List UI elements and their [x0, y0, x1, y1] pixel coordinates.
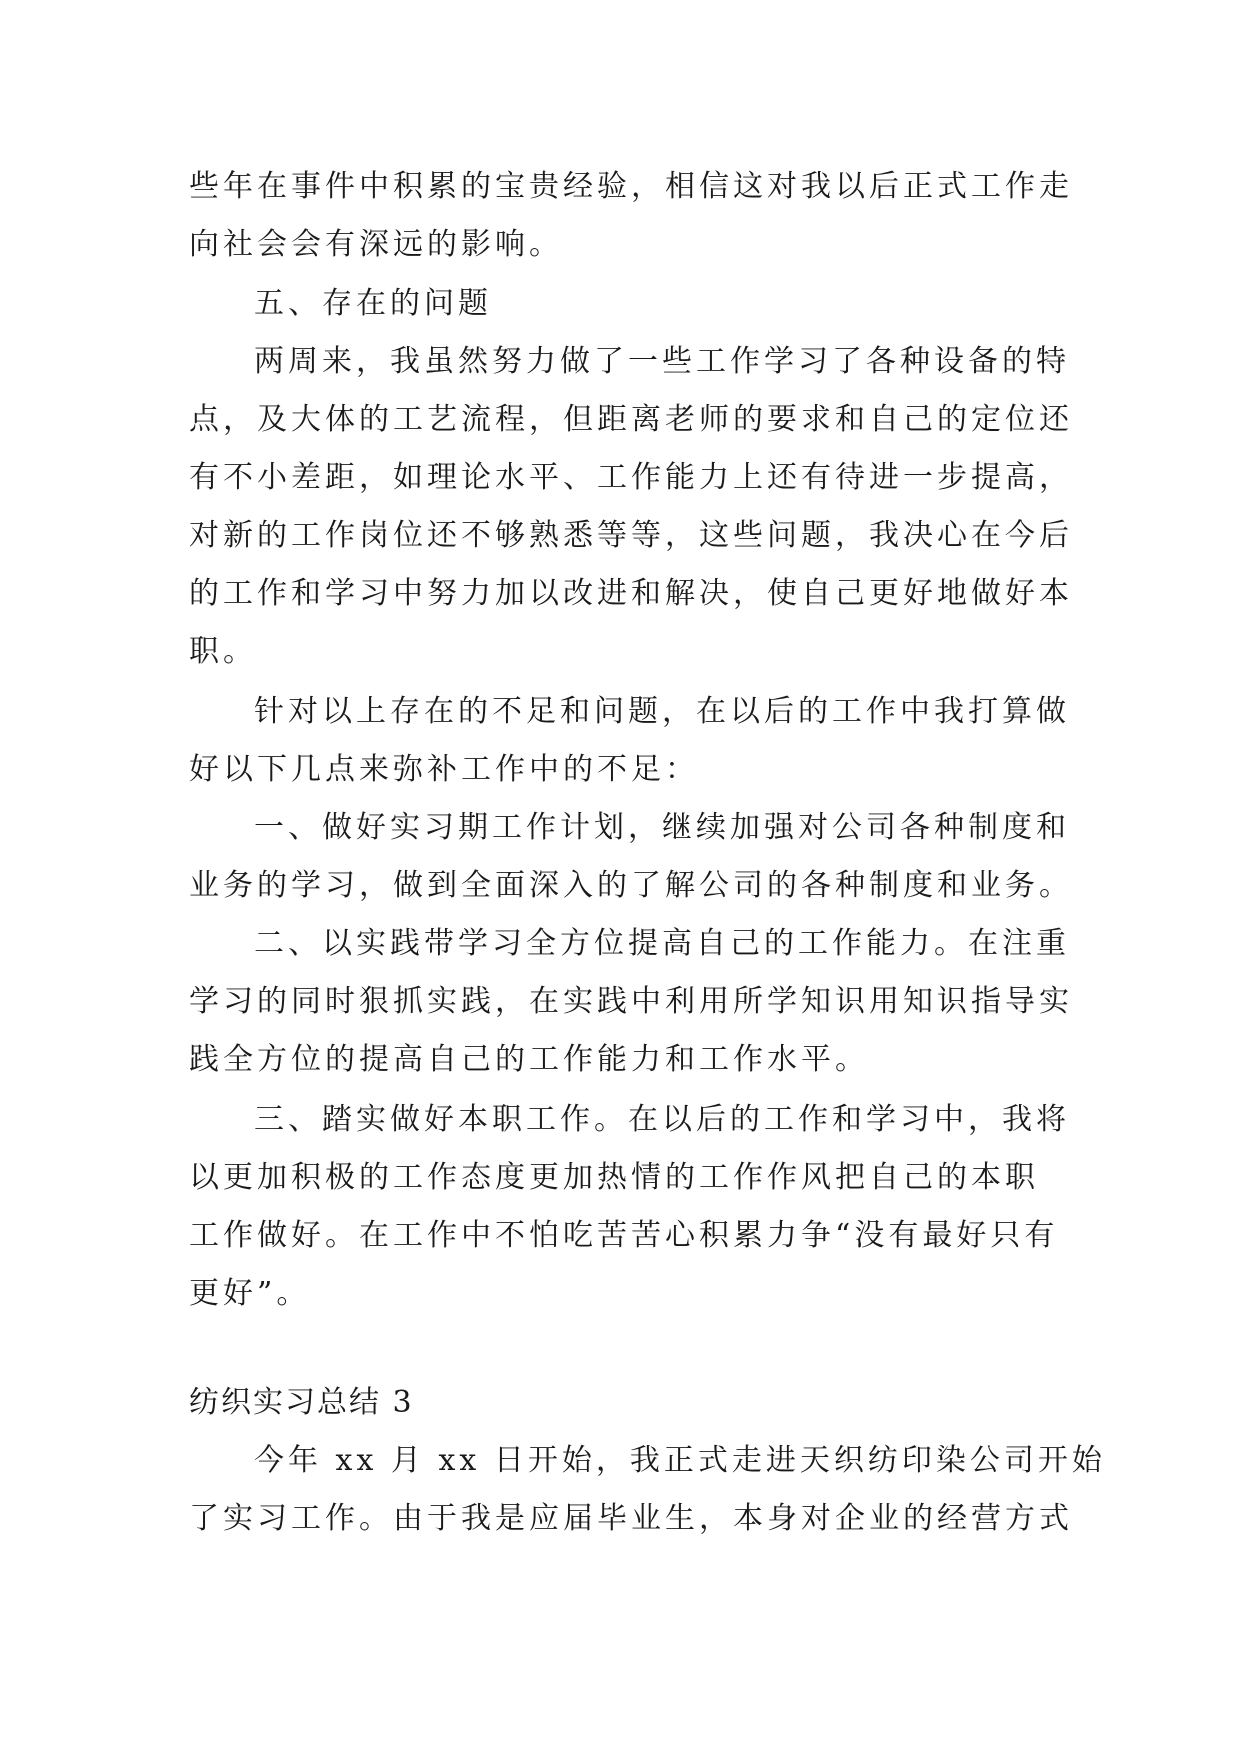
paragraph-line: 向社会会有深远的影响。	[189, 227, 563, 262]
section-title: 纺织实习总结 3	[189, 1385, 414, 1420]
paragraph-line: 些年在事件中积累的宝贵经验，相信这对我以后正式工作走	[189, 169, 1073, 204]
list-item-line: 二、以实践带学习全方位提高自己的工作能力。在注重	[254, 926, 1070, 961]
list-item-line: 学习的同时狠抓实践，在实践中利用所学知识用知识指导实	[189, 984, 1073, 1019]
list-item-line: 三、踏实做好本职工作。在以后的工作和学习中，我将	[254, 1102, 1070, 1137]
list-item-line: 以更加积极的工作态度更加热情的工作作风把自己的本职	[189, 1160, 1039, 1195]
list-item-line: 一、做好实习期工作计划，继续加强对公司各种制度和	[254, 810, 1070, 845]
list-item-line: 工作做好。在工作中不怕吃苦苦心积累力争“没有最好只有	[189, 1218, 1059, 1253]
paragraph-line: 针对以上存在的不足和问题，在以后的工作中我打算做	[254, 694, 1070, 729]
paragraph-line: 了实习工作。由于我是应届毕业生，本身对企业的经营方式	[189, 1501, 1073, 1536]
list-item-line: 更好”。	[189, 1276, 311, 1311]
paragraph-line: 两周来，我虽然努力做了一些工作学习了各种设备的特	[254, 344, 1070, 379]
paragraph-line: 的工作和学习中努力加以改进和解决，使自己更好地做好本	[189, 576, 1073, 611]
section-heading: 五、存在的问题	[254, 286, 492, 321]
paragraph-line: 点，及大体的工艺流程，但距离老师的要求和自己的定位还	[189, 402, 1073, 437]
paragraph-line: 有不小差距，如理论水平、工作能力上还有待进一步提高，	[189, 460, 1073, 495]
list-item-line: 践全方位的提高自己的工作能力和工作水平。	[189, 1042, 869, 1077]
list-item-line: 业务的学习，做到全面深入的了解公司的各种制度和业务。	[189, 868, 1073, 903]
paragraph-line: 今年 xx 月 xx 日开始，我正式走进天织纺印染公司开始	[254, 1443, 1106, 1478]
paragraph-line: 对新的工作岗位还不够熟悉等等，这些问题，我决心在今后	[189, 518, 1073, 553]
paragraph-line: 好以下几点来弥补工作中的不足：	[189, 752, 699, 787]
paragraph-line: 职。	[189, 634, 257, 669]
